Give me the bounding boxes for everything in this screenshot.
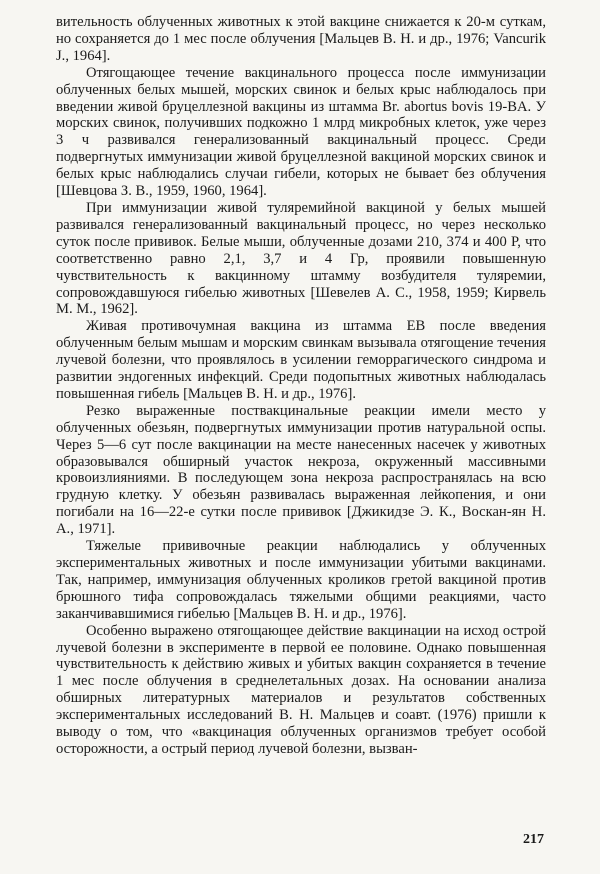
paragraph-plague: Живая противочумная вакцина из штамма ЕВ после введения облученным белым мышам и морским свинкам вызывала отягощение течения лучевой болезни, что проявлялось в усилении геморрагического синдрома и развитии эндогенных инфекций. Среди подопытных животных наблюдалась повышенная гибель [Мальцев В. Н. и др., 1976].: [56, 318, 546, 402]
paragraph-smallpox: Резко выраженные поствакцинальные реакции имели место у облученных обезьян, подвергнутых иммунизации против натуральной оспы. Через 5—6 сут после вакцинации на месте нанесенных насечек у животных образовывался обширный участок некроза, окруженный массивными кровоизлияниями. В последующем зона некроза распространялась на всю грудную клетку. У обезьян развивалась выраженная лейкопения, и они погибали на 16—22-е сутки после прививок [Джикидзе Э. К., Воскан-ян Н. А., 1971].: [56, 402, 546, 538]
paragraph-brucellosis: Отягощающее течение вакцинального процесса после иммунизации облученных белых мышей, морских свинок и белых крыс наблюдалось при введении живой бруцеллезной вакцины из штамма Br. abortus bovis 19-BA. У морских свинок, получивших подкожно 1 млрд микробных клеток, уже через 3 ч развивался генерализованный вакцинальный процесс. Среди подвергнутых иммунизации живой бруцеллезной вакциной морских свинок и белых крыс наблюдались случаи гибели, которых не бывает без облучения [Шевцова З. В., 1959, 1960, 1964].: [56, 64, 546, 200]
paragraph-killed-vaccines: Тяжелые прививочные реакции наблюдались у облученных экспериментальных животных и после иммунизации убитыми вакцинами. Так, например, иммунизация облученных кроликов гретой вакциной против брюшного тифа сопровождалась тяжелыми общими реакциями, часто заканчивавшимися гибелью [Мальцев В. Н. и др., 1976].: [56, 538, 546, 622]
paragraph-continuation: вительность облученных животных к этой вакцине снижается к 20-м суткам, но сохраняется до 1 мес после облучения [Мальцев В. Н. и др., 1976; Vancurik J., 1964].: [56, 14, 546, 64]
page-number: 217: [523, 832, 544, 847]
paragraph-tularemia: При иммунизации живой туляремийной вакциной у белых мышей развивался генерализованный вакцинальный процесс, но через несколько суток после прививок. Белые мыши, облученные дозами 210, 374 и 400 Р, что соответственно равно 2,1, 3,7 и 4 Гр, проявили повышенную чувствительность к вакцинному штамму возбудителя туляремии, сопровождавшуюся гибелью животных [Шевелев А. С., 1958, 1959; Кирвель М. М., 1962].: [56, 199, 546, 318]
paragraph-conclusion: Особенно выражено отягощающее действие вакцинации на исход острой лучевой болезни в эксперименте в первой ее половине. Однако повышенная чувствительность к действию живых и убитых вакцин сохраняется в течение 1 мес после облучения в среднелетальных дозах. На основании анализа обширных литературных материалов и результатов собственных экспериментальных исследований В. Н. Мальцев и соавт. (1976) пришли к выводу о том, что «вакцинация облученных организмов требует особой осторожности, а острый период лучевой болезни, вызван-: [56, 622, 546, 757]
